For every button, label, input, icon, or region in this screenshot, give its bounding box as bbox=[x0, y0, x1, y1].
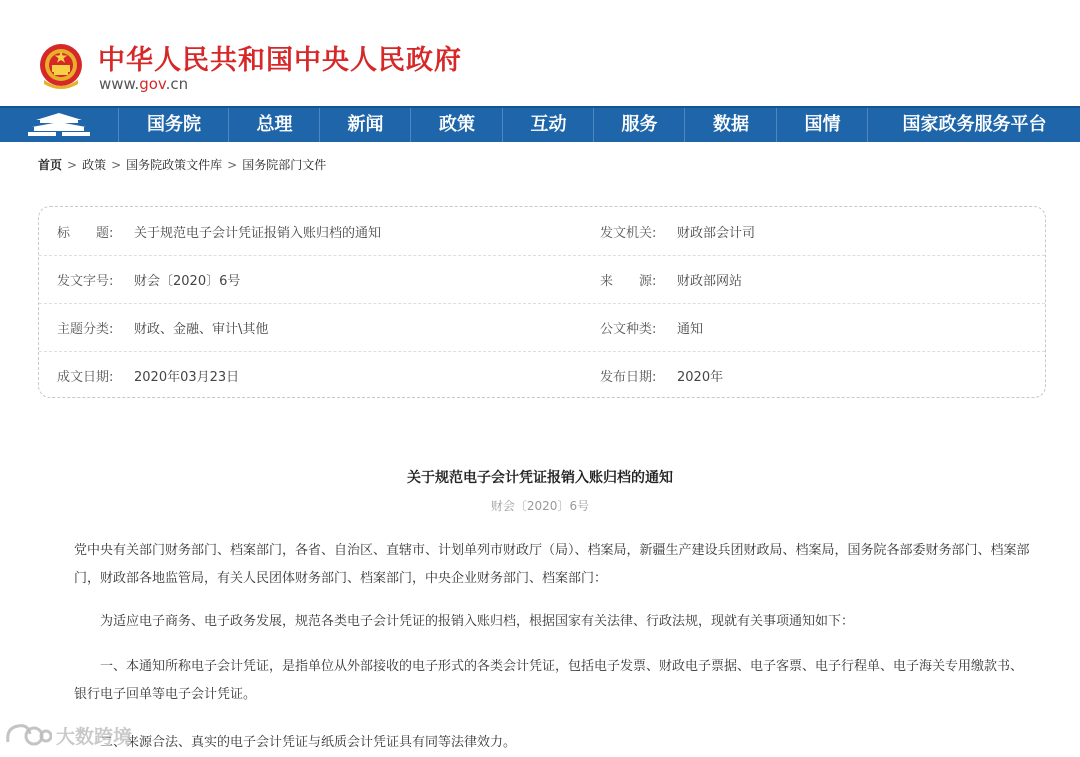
info-label-doctype: 公文种类: bbox=[600, 322, 657, 337]
domain-prefix: www. bbox=[99, 75, 140, 93]
info-value-publish-date: 2020年 bbox=[677, 370, 724, 385]
breadcrumb-separator: > bbox=[227, 158, 238, 172]
info-label-source: 来 源: bbox=[600, 274, 657, 289]
breadcrumb-department-docs[interactable]: 国务院部门文件 bbox=[242, 158, 327, 172]
breadcrumb-home[interactable]: 首页 bbox=[38, 158, 63, 172]
nav-item-fuwu[interactable]: 服务 bbox=[593, 108, 685, 142]
watermark-logo-icon bbox=[4, 720, 52, 750]
nav-item-zhengce[interactable]: 政策 bbox=[410, 108, 503, 142]
article-title: 关于规范电子会计凭证报销入账归档的通知 bbox=[407, 470, 673, 486]
info-label-publish-date: 发布日期: bbox=[600, 370, 657, 385]
info-label-docno: 发文字号: bbox=[57, 274, 114, 289]
nav-item-zongli[interactable]: 总理 bbox=[228, 108, 320, 142]
info-value-issuer: 财政部会计司 bbox=[677, 226, 756, 241]
tiananmen-icon bbox=[26, 112, 92, 138]
info-value-title: 关于规范电子会计凭证报销入账归档的通知 bbox=[134, 226, 382, 241]
breadcrumb bbox=[38, 156, 326, 173]
domain-suffix: .cn bbox=[165, 75, 189, 93]
nav-item-service-platform[interactable]: 国家政务服务平台 bbox=[867, 108, 1080, 142]
site-domain bbox=[99, 75, 188, 93]
article-paragraph: 党中央有关部门财务部门、档案部门，各省、自治区、直辖市、计划单列市财政厅（局）、档案局，新疆生产建设兵团财政局、档案局，国务院各部委财务部门、档案部门，财政部各地监管局，有关人民团体财务部门、档案部门，中央企业财务部门、档案部门： bbox=[74, 543, 1030, 586]
site-title[interactable]: 中华人民共和国中央人民政府 bbox=[98, 45, 462, 76]
info-value-doctype: 通知 bbox=[677, 322, 704, 337]
main-nav bbox=[0, 106, 1080, 142]
info-label-title: 标 题: bbox=[57, 226, 114, 241]
info-label-written-date: 成文日期: bbox=[57, 370, 114, 385]
info-label-category: 主题分类: bbox=[57, 322, 114, 337]
nav-item-xinwen[interactable]: 新闻 bbox=[319, 108, 411, 142]
document-info-box bbox=[38, 206, 1046, 398]
breadcrumb-separator: > bbox=[111, 158, 122, 172]
info-row-docno bbox=[39, 255, 1045, 304]
nav-home-tiananmen-icon[interactable] bbox=[0, 108, 118, 142]
article-paragraph: 为适应电子商务、电子政务发展，规范各类电子会计凭证的报销入账归档，根据国家有关法律、行政法规，现就有关事项通知如下： bbox=[100, 614, 855, 629]
watermark bbox=[4, 720, 154, 750]
info-row-dates bbox=[39, 351, 1045, 399]
watermark-text: 大数跨境 bbox=[56, 726, 133, 748]
nav-item-shuju[interactable]: 数据 bbox=[684, 108, 777, 142]
domain-gov: gov bbox=[139, 75, 166, 93]
info-value-docno: 财会〔2020〕6号 bbox=[134, 274, 241, 289]
info-value-source: 财政部网站 bbox=[677, 274, 743, 289]
info-row-category bbox=[39, 303, 1045, 352]
nav-item-guowuyuan[interactable]: 国务院 bbox=[118, 108, 229, 142]
breadcrumb-policy[interactable]: 政策 bbox=[82, 158, 107, 172]
national-emblem-icon[interactable] bbox=[38, 42, 84, 90]
nav-item-guoqing[interactable]: 国情 bbox=[776, 108, 868, 142]
breadcrumb-policy-library[interactable]: 国务院政策文件库 bbox=[126, 158, 223, 172]
breadcrumb-separator: > bbox=[67, 158, 78, 172]
article-paragraph: 二、来源合法、真实的电子会计凭证与纸质会计凭证具有同等法律效力。 bbox=[100, 735, 517, 750]
info-value-written-date: 2020年03月23日 bbox=[134, 370, 240, 385]
info-label-issuer: 发文机关: bbox=[600, 226, 657, 241]
site-header bbox=[0, 0, 1080, 106]
article-paragraph: 一、本通知所称电子会计凭证，是指单位从外部接收的电子形式的各类会计凭证，包括电子发票、财政电子票据、电子客票、电子行程单、电子海关专用缴款书、银行电子回单等电子会计凭证。 bbox=[74, 659, 1024, 702]
info-value-category: 财政、金融、审计\其他 bbox=[134, 322, 269, 337]
article-doc-number: 财会〔2020〕6号 bbox=[490, 499, 590, 513]
info-row-title bbox=[39, 207, 1045, 256]
nav-item-hudong[interactable]: 互动 bbox=[502, 108, 594, 142]
